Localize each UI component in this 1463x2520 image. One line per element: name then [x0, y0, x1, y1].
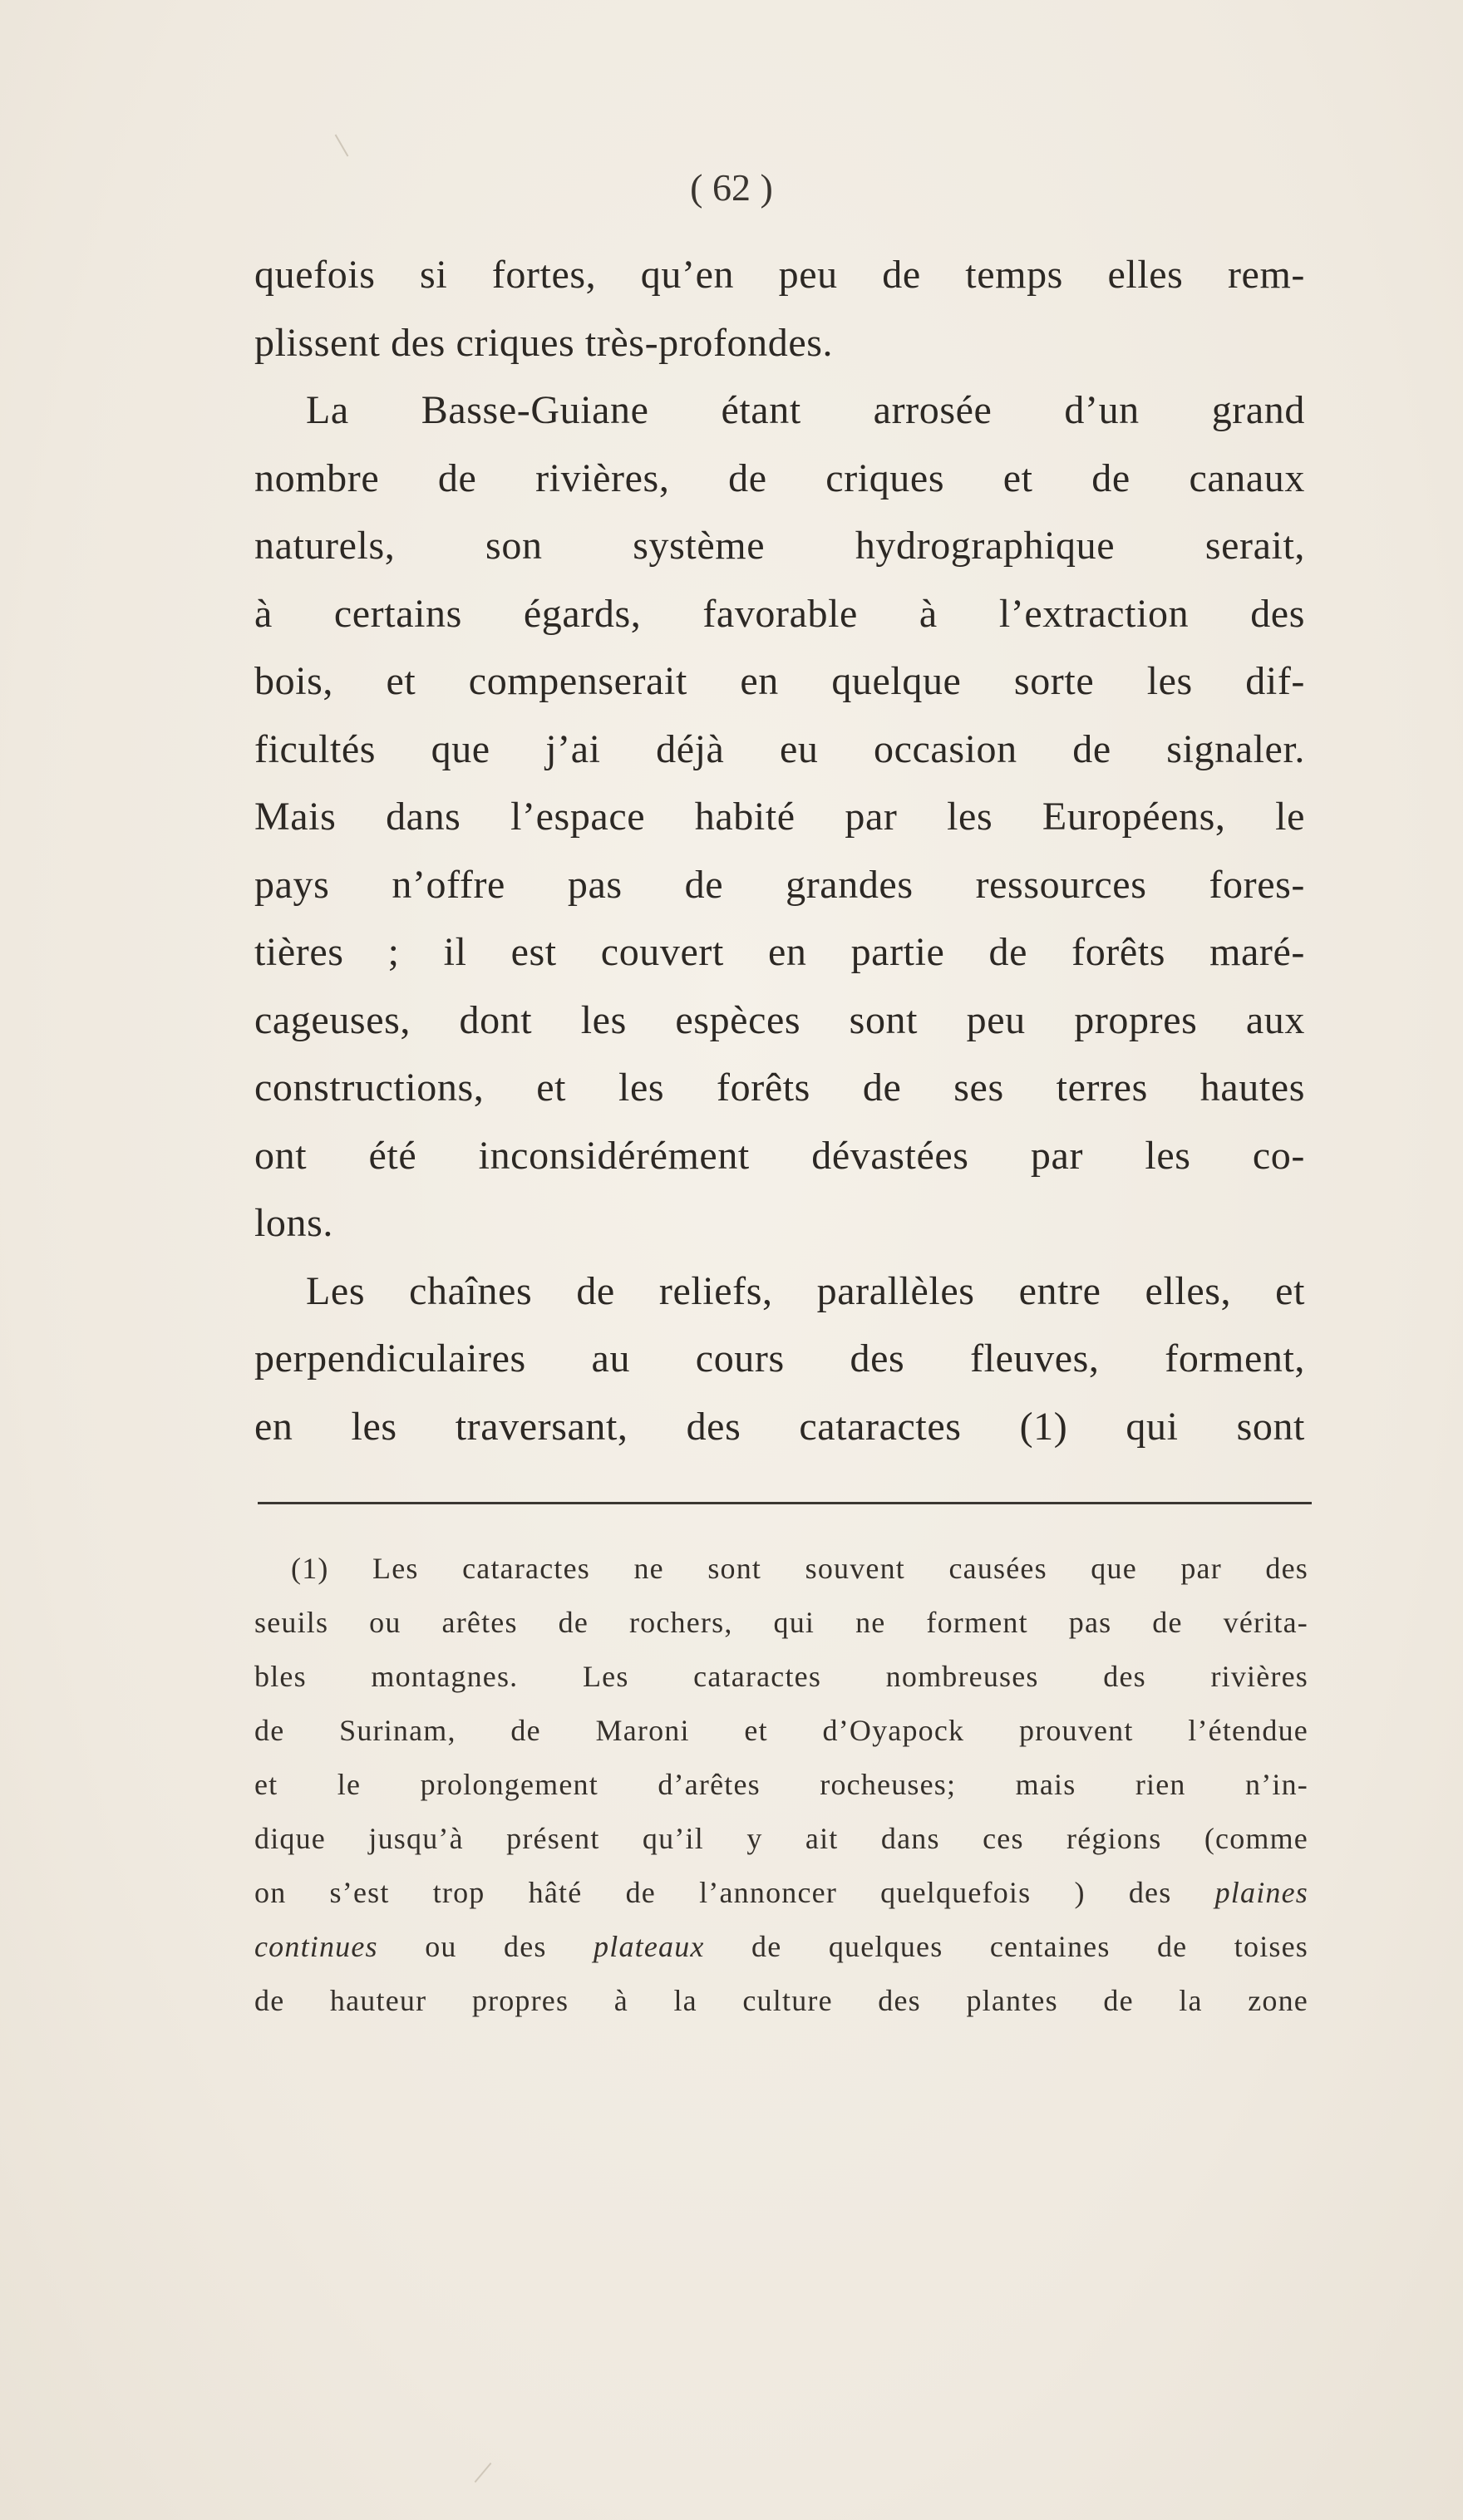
footnote-text: on s’est trop hâté de l’annoncer quelquefois ) des: [254, 1876, 1215, 1909]
paper-speck: [475, 2463, 492, 2483]
text-line: ficultés que j’ai déjà eu occasion de signaler.: [254, 726, 1305, 771]
footnote-line: dique jusqu’à présent qu’il y ait dans ces régions (comme: [254, 1822, 1308, 1855]
footnote-line: seuils ou arêtes de rochers, qui ne forment pas de vérita-: [254, 1606, 1308, 1639]
text-line: naturels, son système hydrographique serait,: [254, 524, 1305, 568]
text-line: La Basse-Guiane étant arrosée d’un grand: [306, 388, 1305, 432]
text-line: lons.: [254, 1201, 334, 1245]
text-line: plissent des criques très-profondes.: [254, 320, 834, 365]
footnote-italic-text: plateaux: [594, 1930, 705, 1963]
text-line: en les traversant, des cataractes (1) qui sont: [254, 1404, 1305, 1449]
footnote-text: de quelques centaines de toises: [704, 1930, 1308, 1963]
footnote-text: ou des: [377, 1930, 594, 1963]
text-line: ont été inconsidérément dévastées par les co-: [254, 1133, 1305, 1178]
footnote-italic-text: plaines: [1214, 1876, 1308, 1909]
page-number: ( 62 ): [690, 166, 773, 209]
footnote-line: de Surinam, de Maroni et d’Oyapock prouvent l’étendue: [254, 1714, 1308, 1747]
footnote-line: et le prolongement d’arêtes rocheuses; mais rien n’in-: [254, 1768, 1308, 1801]
text-line: Mais dans l’espace habité par les Européens, le: [254, 795, 1305, 839]
text-line: cageuses, dont les espèces sont peu propres aux: [254, 997, 1305, 1042]
text-line: nombre de rivières, de criques et de canaux: [254, 455, 1305, 500]
footnote-divider: [258, 1502, 1312, 1504]
text-line: constructions, et les forêts de ses terres hautes: [254, 1066, 1305, 1110]
footnote-line: bles montagnes. Les cataractes nombreuses des rivières: [254, 1660, 1308, 1693]
footnote-line: [254, 1866, 1308, 1920]
footnote-line: (1) Les cataractes ne sont souvent causées que par des: [291, 1552, 1308, 1585]
text-line: à certains égards, favorable à l’extraction des: [254, 591, 1305, 636]
paper-speck: [335, 135, 349, 157]
footnote: [254, 1542, 1308, 2028]
footnote-line: [254, 1920, 1308, 1974]
footnote-italic-text: continues: [254, 1930, 378, 1963]
text-line: perpendiculaires au cours des fleuves, forment,: [254, 1336, 1305, 1381]
text-line: Les chaînes de reliefs, parallèles entre elles, et: [306, 1268, 1305, 1313]
footnote-line: de hauteur propres à la culture des plantes de la zone: [254, 1984, 1308, 2017]
text-line: bois, et compenserait en quelque sorte les dif-: [254, 659, 1305, 703]
text-line: pays n’offre pas de grandes ressources fores-: [254, 862, 1305, 907]
text-line: quefois si fortes, qu’en peu de temps elles rem-: [254, 253, 1305, 297]
text-line: tières ; il est couvert en partie de forêts maré-: [254, 930, 1305, 974]
main-text: [254, 241, 1305, 1460]
